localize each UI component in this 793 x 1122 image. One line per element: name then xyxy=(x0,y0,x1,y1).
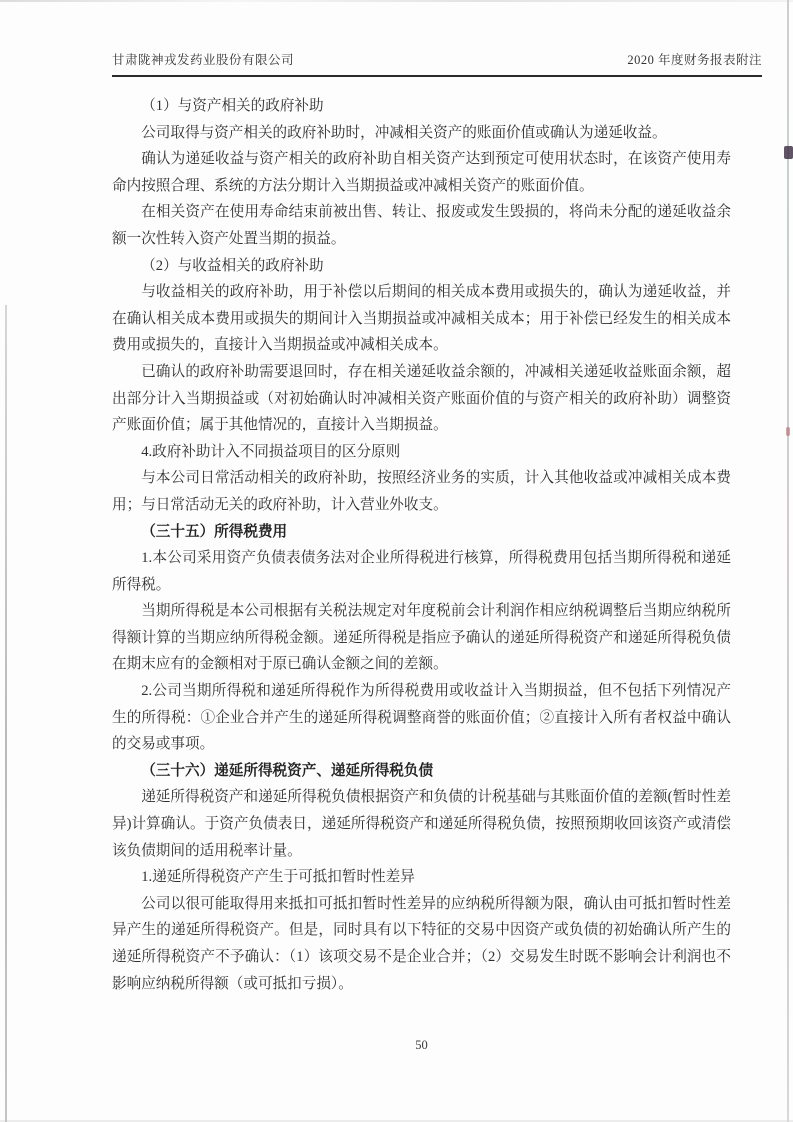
report-title: 2020 年度财务报表附注 xyxy=(627,53,762,67)
scan-edge-left xyxy=(5,305,7,1122)
scan-edge-right xyxy=(787,0,789,1122)
section-heading-36: （三十六）递延所得税资产、递延所得税负债 xyxy=(141,762,434,779)
subheading-item-4: 4.政府补助计入不同损益项目的区分原则 xyxy=(141,443,401,460)
subheading-income-subsidy: （2）与收益相关的政府补助 xyxy=(141,257,324,274)
page-number: 50 xyxy=(415,1038,428,1052)
subheading-item-1: 1.递延所得税资产产生于可抵扣暂时性差异 xyxy=(141,869,415,886)
paragraph: 公司取得与资产相关的政府补助时，冲减相关资产的账面价值或确认为递延收益。 xyxy=(141,124,667,141)
paragraph: 与收益相关的政府补助，用于补偿以后期间的相关成本费用或损失的，确认为递延收益，并在确认相关成本费用或损失的期间计入当期损益或冲减相关成本；用于补偿已经发生的相关成本费用或损失的，直接计入当期损益或冲减相关成本。 xyxy=(112,284,731,354)
scan-edge-top xyxy=(0,0,793,2)
section-heading-35: （三十五）所得税费用 xyxy=(141,523,288,540)
document-body xyxy=(112,93,731,997)
paragraph: 确认为递延收益与资产相关的政府补助自相关资产达到预定可使用状态时，在该资产使用寿命内按照合理、系统的方法分期计入当期损益或冲减相关资产的账面价值。 xyxy=(112,151,731,194)
scan-smudge xyxy=(786,427,790,436)
subheading-asset-subsidy: （1）与资产相关的政府补助 xyxy=(141,98,324,114)
paragraph: 递延所得税资产和递延所得税负债根据资产和负债的计税基础与其账面价值的差额(暂时性差异)计算确认。于资产负债表日，递延所得税资产和递延所得税负债，按照预期收回该资产或清偿该负债期间的适用税率计量。 xyxy=(112,789,731,859)
paragraph: 公司以很可能取得用来抵扣可抵扣暂时性差异的应纳税所得额为限，确认由可抵扣暂时性差异产生的递延所得税资产。但是，同时具有以下特征的交易中因资产或负债的初始确认所产生的递延所得税资产不予确认：（1）该项交易不是企业合并；（2）交易发生时既不影响会计利润也不影响应纳税所得额（或可抵扣亏损）。 xyxy=(112,895,731,992)
page-footer xyxy=(112,1038,731,1053)
paragraph: 当期所得税是本公司根据有关税法规定对年度税前会计利润作相应纳税调整后当期应纳税所得额计算的当期应纳所得税金额。递延所得税是指应予确认的递延所得税资产和递延所得税负债在期末应有的金额相对于原已确认金额之间的差额。 xyxy=(112,603,731,673)
company-name: 甘肃陇神戎发药业股份有限公司 xyxy=(112,53,295,67)
paragraph: 与本公司日常活动相关的政府补助，按照经济业务的实质，计入其他收益或冲减相关成本费用；与日常活动无关的政府补助，计入营业外收支。 xyxy=(112,470,731,513)
paragraph: 在相关资产在使用寿命结束前被出售、转让、报废或发生毁损的，将尚未分配的递延收益余额一次性转入资产处置当期的损益。 xyxy=(112,204,731,247)
scan-smudge xyxy=(784,146,793,159)
paragraph: 已确认的政府补助需要退回时，存在相关递延收益余额的，冲减相关递延收益账面余额，超出部分计入当期损益或（对初始确认时冲减相关资产账面价值的与资产相关的政府补助）调整资产账面价值；属于其他情况的，直接计入当期损益。 xyxy=(112,363,731,434)
paragraph: 2.公司当期所得税和递延所得税作为所得税费用或收益计入当期损益，但不包括下列情况产生的所得税：①企业合并产生的递延所得税调整商誉的账面价值；②直接计入所有者权益中确认的交易或事项。 xyxy=(112,683,731,753)
paragraph: 1.本公司采用资产负债表债务法对企业所得税进行核算，所得税费用包括当期所得税和递延所得税。 xyxy=(112,550,731,593)
page-header xyxy=(112,50,762,77)
